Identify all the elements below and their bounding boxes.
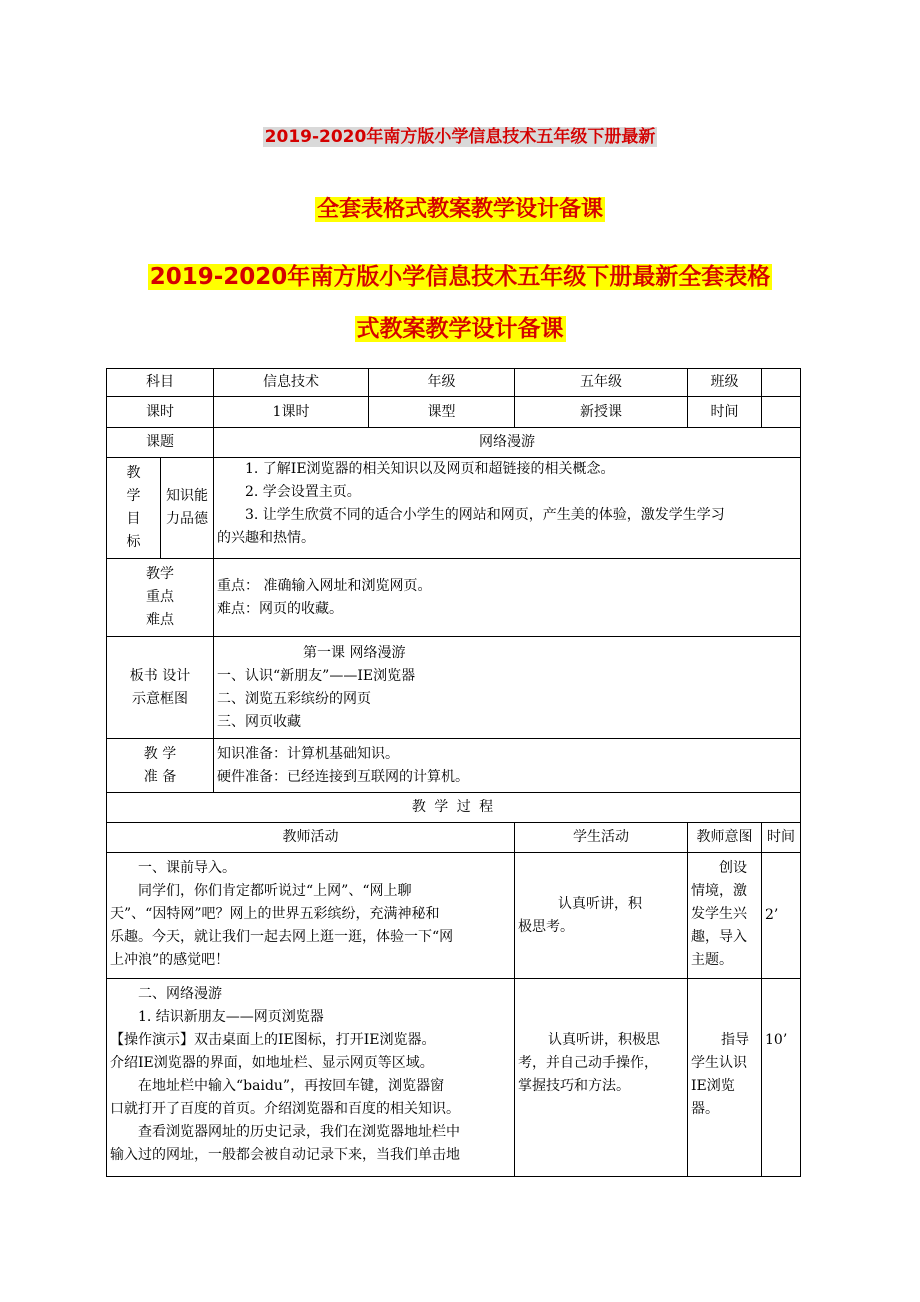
col-time: 时间 xyxy=(762,823,801,853)
intent-line: 情境，激 xyxy=(691,883,747,899)
objectives-row xyxy=(107,458,801,559)
key-point: 重点： 准确输入网址和浏览网页。 xyxy=(217,577,432,594)
prep-label-line: 准 备 xyxy=(143,768,177,785)
teacher-line: 介绍IE浏览器的界面，如地址栏、显示网页等区域。 xyxy=(110,1055,434,1071)
knowledge-prep: 知识准备：计算机基础知识。 xyxy=(217,745,399,762)
doc-title-line-3 xyxy=(0,258,920,291)
intent-line: IE浏览 xyxy=(691,1078,735,1094)
objectives-label-char: 标 xyxy=(126,534,141,550)
info-row-2 xyxy=(107,397,801,428)
intent-line: 趣，导入 xyxy=(691,929,747,945)
col-student-activity: 学生活动 xyxy=(515,823,688,853)
teacher-activity-cell xyxy=(107,853,515,979)
prep-label xyxy=(107,739,214,793)
topic-label: 课题 xyxy=(107,428,214,458)
intent-line: 器。 xyxy=(691,1101,719,1117)
key-points-content xyxy=(214,559,801,637)
student-line: 极思考。 xyxy=(518,918,574,935)
board-label xyxy=(107,637,214,739)
type-value: 新授课 xyxy=(515,397,688,428)
board-item: 二、浏览五彩缤纷的网页 xyxy=(217,690,371,707)
teacher-intent-cell xyxy=(688,853,762,979)
col-teacher-activity: 教师活动 xyxy=(107,823,515,853)
col-teacher-intent: 教师意图 xyxy=(688,823,762,853)
teacher-activity-cell xyxy=(107,979,515,1177)
teacher-line: 同学们，你们肯定都听说过“上网”、“网上聊 xyxy=(138,883,412,899)
prep-content xyxy=(214,739,801,793)
type-label: 课型 xyxy=(369,397,515,428)
objectives-sublabel-line: 力品德 xyxy=(166,511,208,527)
intent-line: 主题。 xyxy=(691,952,733,968)
student-line: 认真听讲，积极思 xyxy=(548,1032,660,1048)
doc-title-text-3: 2019-2020年南方版小学信息技术五年级下册最新全套表格 xyxy=(149,264,771,290)
teacher-line: 在地址栏中输入“baidu”，再按回车键，浏览器窗 xyxy=(138,1078,445,1094)
process-header-row xyxy=(107,793,801,823)
topic-value: 网络漫游 xyxy=(214,428,801,458)
teacher-line: 口就打开了百度的首页。介绍浏览器和百度的相关知识。 xyxy=(110,1101,460,1117)
objectives-label xyxy=(107,458,161,559)
grade-label: 年级 xyxy=(369,369,515,397)
grade-value: 五年级 xyxy=(515,369,688,397)
objectives-sublabel xyxy=(161,458,214,559)
time-cell: 2’ xyxy=(762,853,801,979)
doc-title-line-1 xyxy=(0,122,920,147)
teacher-line: 一、课前导入。 xyxy=(138,860,236,876)
student-activity-cell xyxy=(515,979,688,1177)
class-value xyxy=(762,369,801,397)
key-points-label-line: 难点 xyxy=(146,612,174,628)
student-line: 考，并自己动手操作， xyxy=(518,1055,658,1071)
hours-value: 1课时 xyxy=(214,397,369,428)
student-line: 认真听讲，积 xyxy=(558,895,642,912)
subject-value: 信息技术 xyxy=(214,369,369,397)
class-label: 班级 xyxy=(688,369,762,397)
intent-line: 学生认识 xyxy=(691,1055,747,1071)
intent-line: 创设 xyxy=(719,860,747,876)
hours-label: 课时 xyxy=(107,397,214,428)
objective-item: 1. 了解IE浏览器的相关知识以及网页和超链接的相关概念。 xyxy=(245,461,615,477)
process-columns-row xyxy=(107,823,801,853)
objective-item-continued: 的兴趣和热情。 xyxy=(217,530,315,546)
teacher-line: 乐趣。今天，就让我们一起去网上逛一逛，体验一下“网 xyxy=(110,929,454,945)
process-header: 教 学 过 程 xyxy=(107,793,801,823)
doc-title-text-2: 全套表格式教案教学设计备课 xyxy=(316,197,603,222)
subject-label: 科目 xyxy=(107,369,214,397)
process-row xyxy=(107,853,801,979)
objectives-label-char: 学 xyxy=(126,488,141,504)
board-item: 一、认识“新朋友”——IE浏览器 xyxy=(217,667,416,684)
prep-row xyxy=(107,739,801,793)
doc-title-line-2 xyxy=(0,192,920,223)
doc-title-line-4 xyxy=(0,310,920,343)
key-points-label-line: 重点 xyxy=(146,589,174,605)
teacher-line: 【操作演示】双击桌面上的IE图标，打开IE浏览器。 xyxy=(110,1032,436,1048)
lesson-plan-table xyxy=(106,368,801,1177)
difficulty-point: 难点：网页的收藏。 xyxy=(217,600,343,617)
student-activity-cell xyxy=(515,853,688,979)
doc-title-text-4: 式教案教学设计备课 xyxy=(356,316,564,342)
objective-item: 3. 让学生欣赏不同的适合小学生的网站和网页，产生美的体验，激发学生学习 xyxy=(245,507,725,523)
hardware-prep: 硬件准备：已经连接到互联网的计算机。 xyxy=(217,768,469,785)
intent-line: 发学生兴 xyxy=(691,906,747,922)
doc-title-text-1: 2019-2020年南方版小学信息技术五年级下册最新 xyxy=(264,127,656,147)
objectives-label-char: 教 xyxy=(126,465,141,481)
objective-item: 2. 学会设置主页。 xyxy=(245,484,361,500)
objectives-content xyxy=(214,458,801,559)
prep-label-line: 教 学 xyxy=(143,745,177,762)
teacher-line: 二、网络漫游 xyxy=(138,986,222,1002)
key-points-label xyxy=(107,559,214,637)
board-content xyxy=(214,637,801,739)
board-label-line: 板书 设计 xyxy=(129,667,191,684)
board-label-line: 示意框图 xyxy=(132,690,188,707)
teacher-intent-cell xyxy=(688,979,762,1177)
time-label: 时间 xyxy=(688,397,762,428)
process-row xyxy=(107,979,801,1177)
board-heading: 第一课 网络漫游 xyxy=(303,644,406,661)
objectives-label-char: 目 xyxy=(126,511,141,527)
board-item: 三、网页收藏 xyxy=(217,713,301,730)
key-points-label-line: 教学 xyxy=(146,566,174,582)
teacher-line: 查看浏览器网址的历史记录，我们在浏览器地址栏中 xyxy=(138,1124,460,1140)
intent-line: 指导 xyxy=(721,1032,749,1048)
teacher-line: 输入过的网址，一般都会被自动记录下来，当我们单击地 xyxy=(110,1147,460,1163)
board-row xyxy=(107,637,801,739)
teacher-line: 1. 结识新朋友——网页浏览器 xyxy=(138,1009,324,1025)
key-points-row xyxy=(107,559,801,637)
topic-row xyxy=(107,428,801,458)
time-cell: 10’ xyxy=(762,979,801,1177)
objectives-sublabel-line: 知识能 xyxy=(166,488,208,504)
time-value xyxy=(762,397,801,428)
student-line: 掌握技巧和方法。 xyxy=(518,1078,630,1094)
teacher-line: 上冲浪”的感觉吧！ xyxy=(110,952,230,968)
teacher-line: 天”、“因特网”吧？网上的世界五彩缤纷，充满神秘和 xyxy=(110,906,440,922)
info-row-1 xyxy=(107,369,801,397)
